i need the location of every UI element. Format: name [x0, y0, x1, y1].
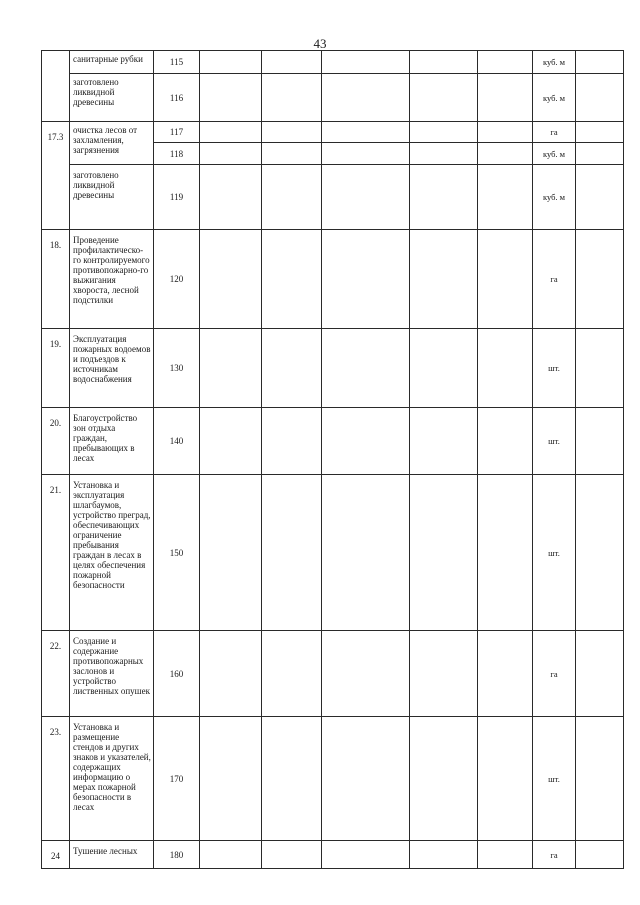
row-unit: га [533, 230, 576, 329]
row-name: Установка и эксплуатация шлагбаумов, устройство преград, обеспечивающих ограничение пребывания граждан в лесах в целях обеспечения пожарной безопасности [70, 475, 154, 631]
row-code: 118 [154, 143, 200, 165]
row-number: 17.3 [42, 122, 70, 230]
row-code: 160 [154, 631, 200, 717]
forestry-fire-measures-table [41, 50, 624, 869]
row-unit: шт. [533, 329, 576, 408]
row-code: 150 [154, 475, 200, 631]
row-code: 117 [154, 122, 200, 143]
row-code: 180 [154, 841, 200, 869]
row-code: 115 [154, 51, 200, 74]
row-name: заготовлено ликвидной древесины [70, 74, 154, 122]
row-unit: шт. [533, 475, 576, 631]
table-row [42, 408, 624, 475]
row-unit: куб. м [533, 51, 576, 74]
row-name: Создание и содержание противопожарных заслонов и устройство лиственных опушек [70, 631, 154, 717]
table-row [42, 230, 624, 329]
row-code: 170 [154, 717, 200, 841]
row-unit: га [533, 122, 576, 143]
row-number: 24 [42, 841, 70, 869]
page-number: 43 [313, 36, 327, 51]
row-unit: га [533, 841, 576, 869]
row-number: 23. [42, 717, 70, 841]
table-row [42, 475, 624, 631]
row-code: 120 [154, 230, 200, 329]
row-name: Установка и размещение стендов и других знаков и указателей, содержащих информацию о мерах пожарной безопасности в лесах [70, 717, 154, 841]
row-unit: куб. м [533, 143, 576, 165]
table-row [42, 51, 624, 74]
table-row [42, 631, 624, 717]
row-number: 21. [42, 475, 70, 631]
table-row [42, 841, 624, 869]
row-number: 20. [42, 408, 70, 475]
row-name: заготовлено ликвидной древесины [70, 165, 154, 230]
row-number: 18. [42, 230, 70, 329]
row-code: 140 [154, 408, 200, 475]
row-name: Благоустройство зон отдыха граждан, пребывающих в лесах [70, 408, 154, 475]
row-code: 130 [154, 329, 200, 408]
row-number-cell [42, 51, 70, 122]
row-unit: куб. м [533, 74, 576, 122]
table-row [42, 165, 624, 230]
row-number: 22. [42, 631, 70, 717]
row-unit: куб. м [533, 165, 576, 230]
row-unit: шт. [533, 408, 576, 475]
table-row [42, 122, 624, 143]
row-name: санитарные рубки [70, 51, 154, 74]
table-row [42, 717, 624, 841]
row-name: Тушение лесных [70, 841, 154, 869]
row-name: очистка лесов от захламления, загрязнения [70, 122, 154, 165]
table-row [42, 329, 624, 408]
row-name: Эксплуатация пожарных водоемов и подъездов к источникам водоснабжения [70, 329, 154, 408]
row-unit: шт. [533, 717, 576, 841]
row-code: 116 [154, 74, 200, 122]
row-code: 119 [154, 165, 200, 230]
row-name: Проведение профилактическо-го контролируемого противопожарно-го выжигания хвороста, лесной подстилки [70, 230, 154, 329]
row-unit: га [533, 631, 576, 717]
table-row [42, 74, 624, 122]
row-number: 19. [42, 329, 70, 408]
